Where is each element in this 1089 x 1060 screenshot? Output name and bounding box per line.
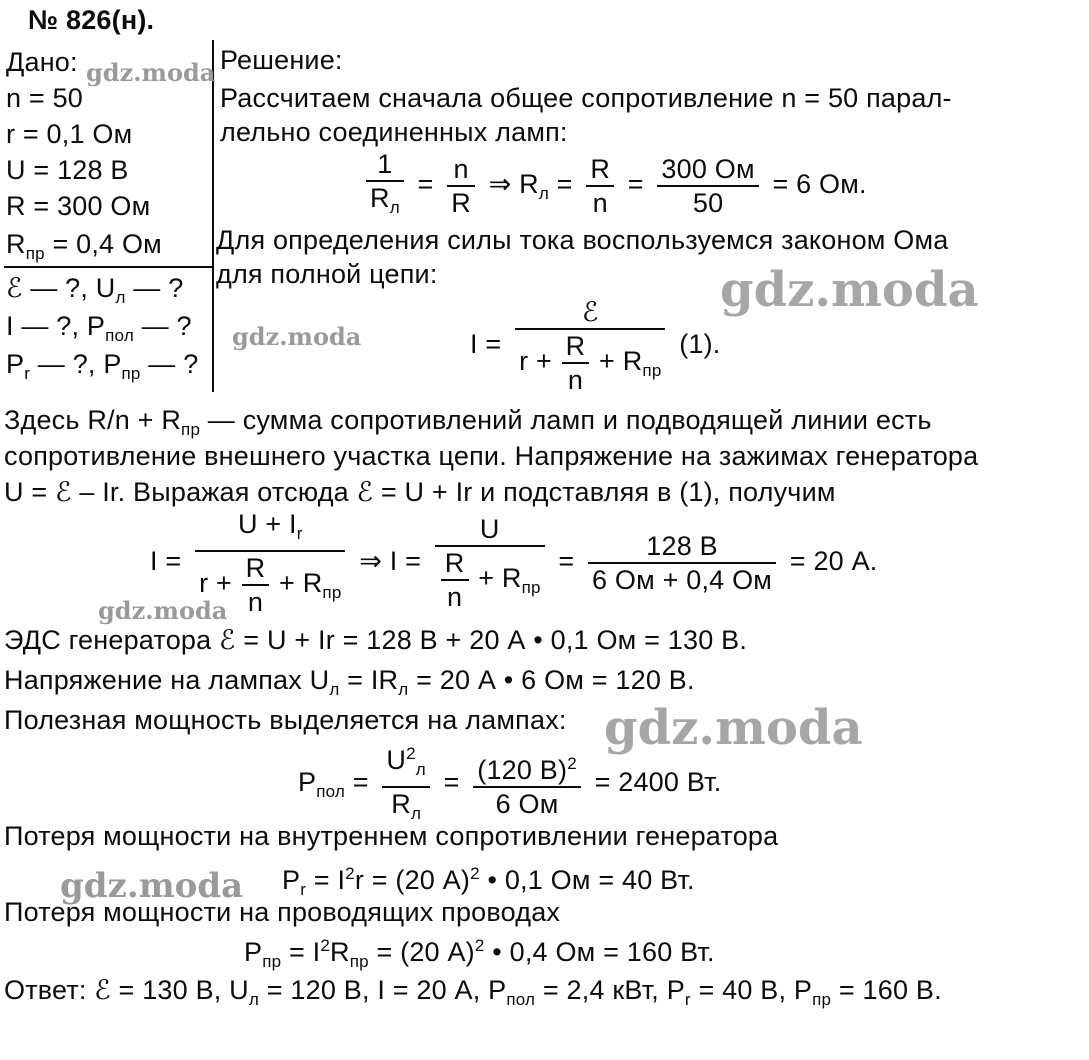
given-vertical-rule <box>212 40 214 392</box>
answer-line: Ответ: ℰ = 130 В, $U_л = 120$ В, I = 20 А, $P_{пол} = 2,4$ кВт, $P_r = 40$ В, $P_{пр} = 160$ В. <box>4 975 942 1009</box>
paragraph-line-3: U = ℰ – Ir. Выражая отсюда ℰ = U + Ir и подставляя в (1), получим <box>4 477 836 507</box>
given-u: U = 128 В <box>6 155 129 185</box>
watermark: gdz.moda <box>232 322 362 351</box>
given-divider <box>4 266 214 268</box>
given-n: n = 50 <box>6 83 84 113</box>
solution-line-3: Для определения силы тока воспользуемся законом Ома <box>216 225 949 255</box>
useful-power-line: Полезная мощность выделяется на лампах: <box>4 705 567 735</box>
equation-wire-loss: $P_{пр} = I^2R_{пр} = (20$ А)$^2$ • 0,4 Ом = 160 Вт. <box>244 936 715 971</box>
watermark: gdz.moda <box>98 596 228 625</box>
given-r: r = 0,1 Ом <box>6 119 133 149</box>
equation-internal-loss: $P_r = I^2r = (20$ А)$^2$ • 0,1 Ом = 40 Вт. <box>282 864 695 899</box>
given-label: Дано: <box>6 47 78 77</box>
solution-line-1: Рассчитаем сначала общее сопротивление n = 50 парал- <box>220 83 952 113</box>
solution-line-4: для полной цепи: <box>216 259 438 289</box>
paragraph-line-1: Здесь $R/n + R_{пр}$ — сумма сопротивлений ламп и подводящей линии есть <box>4 405 932 439</box>
equation-current: I = $U + I_r$ r + $\frac{R}{n}$ + $R_{пр}$ ⇒ I = U $\frac{R}{n}$ + $R_{пр}$ = $\frac{128 В}{6 Ом + 0,4 Ом}$ = 20 А. <box>150 509 878 617</box>
given-big-r: R = 300 Ом <box>6 191 151 221</box>
solution-line-2: лельно соединенных ламп: <box>220 117 568 147</box>
problem-number: № 826(н). <box>28 5 155 35</box>
equation-ohm-full-circuit: I = ℰ r + $\frac{R}{n}$ + $R_{пр}$ (1). <box>470 297 721 395</box>
given-r-pr: $R_{пр} = 0,4$ Ом <box>6 229 162 263</box>
internal-loss-line: Потеря мощности на внутреннем сопротивлении генератора <box>4 821 779 851</box>
wire-loss-line: Потеря мощности на проводящих проводах <box>4 897 561 927</box>
unknown-line-1: ℰ — ?, $U_л$ — ? <box>6 273 184 307</box>
equation-parallel-resistance: $\frac{1}{R_л}$ = $\frac{n}{R}$ ⇒ $R_л$ = $\frac{R}{n}$ = $\frac{300 Ом}{50}$ = 6 Ом. <box>360 148 867 224</box>
emf-line: ЭДС генератора ℰ = U + Ir = 128 В + 20 А • 0,1 Ом = 130 В. <box>4 625 748 655</box>
unknown-line-3: $P_r$ — ?, $P_{пр}$ — ? <box>6 349 199 383</box>
paragraph-line-2: сопротивление внешнего участка цепи. Напряжение на зажимах генератора <box>4 441 979 471</box>
watermark: gdz.moda <box>60 866 244 906</box>
watermark: gdz.moda <box>604 700 863 756</box>
solution-heading: Решение: <box>220 45 343 75</box>
unknown-line-2: I — ?, $P_{пол}$ — ? <box>6 311 192 345</box>
watermark: gdz.moda <box>86 58 216 87</box>
watermark: gdz.moda <box>720 262 979 318</box>
equation-useful-power: $P_{пол}$ = $\frac{U^2_л}{R_л}$ = $\frac{(120 В)^2}{6 Ом}$ = 2400 Вт. <box>298 738 721 830</box>
lamp-voltage-line: Напряжение на лампах $U_л = IR_л = 20$ А • 6 Ом = 120 В. <box>4 665 695 699</box>
